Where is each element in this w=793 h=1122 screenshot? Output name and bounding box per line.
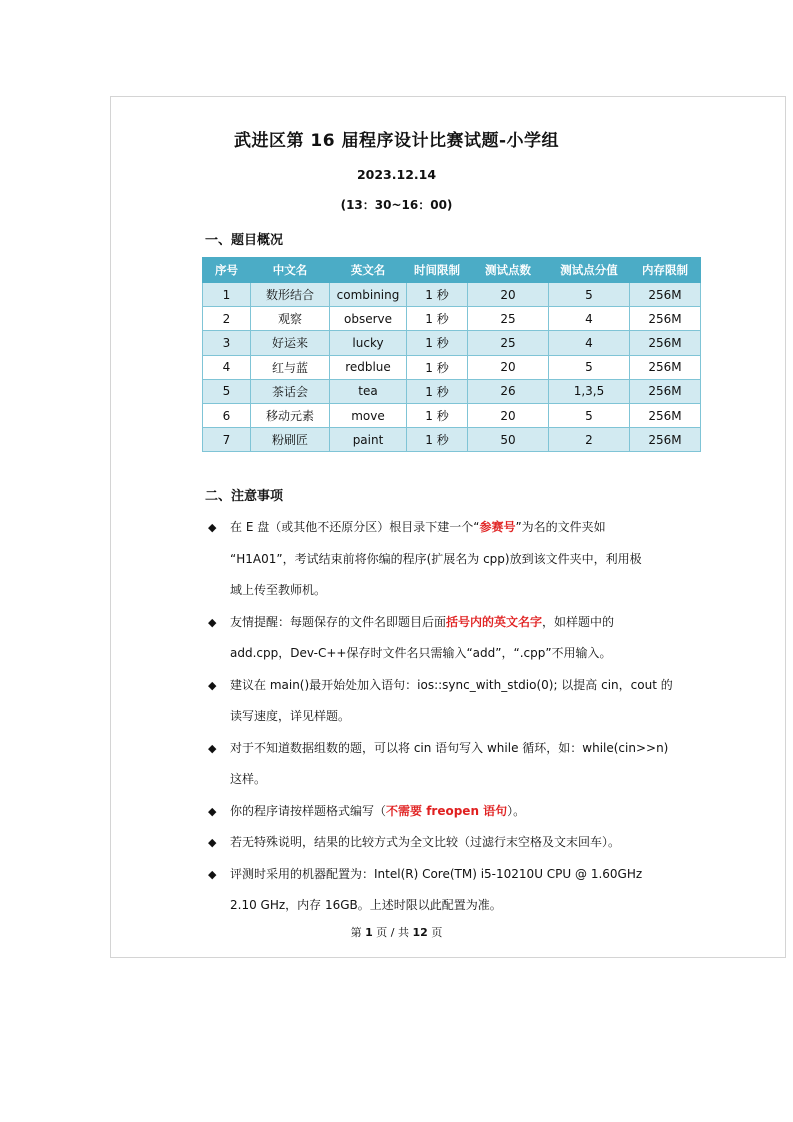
diamond-bullet-icon: ◆	[208, 678, 217, 692]
cell-time-limit: 1 秒	[407, 331, 468, 355]
list-item	[205, 796, 705, 828]
cell-test-score: 4	[549, 331, 630, 355]
column-header-chinese-name: 中文名	[251, 258, 330, 283]
cell-english-name: observe	[330, 307, 407, 331]
footer-middle: 页 / 共	[372, 926, 413, 939]
diamond-bullet-icon: ◆	[208, 615, 217, 629]
cell-chinese-name: 粉刷匠	[251, 428, 330, 452]
note-text: ）。	[507, 803, 526, 818]
column-header-index: 序号	[203, 258, 251, 283]
cell-memory-limit: 256M	[630, 283, 701, 307]
cell-test-count: 20	[468, 355, 549, 379]
cell-test-score: 5	[549, 355, 630, 379]
list-item	[205, 733, 705, 796]
section-heading-notes: 二、注意事项	[205, 489, 284, 504]
footer-suffix: 页	[427, 926, 443, 939]
cell-test-score: 5	[549, 403, 630, 427]
cell-chinese-name: 茶话会	[251, 379, 330, 403]
cell-memory-limit: 256M	[630, 379, 701, 403]
cell-memory-limit: 256M	[630, 307, 701, 331]
cell-test-count: 20	[468, 283, 549, 307]
note-emphasis: 不需要 freopen 语句	[386, 803, 508, 818]
cell-index: 4	[203, 355, 251, 379]
cell-memory-limit: 256M	[630, 331, 701, 355]
note-text: 对于不知道数据组数的题，可以将 cin 语句写入 while 循环，如：while(cin>>n)	[230, 740, 669, 755]
table-header-row	[203, 258, 701, 283]
note-text: 读写速度，详见样题。	[230, 709, 351, 723]
cell-time-limit: 1 秒	[407, 307, 468, 331]
note-text: 友情提醒：每题保存的文件名即题目后面	[230, 614, 447, 629]
cell-english-name: move	[330, 403, 407, 427]
table-row	[203, 403, 701, 427]
diamond-bullet-icon: ◆	[208, 836, 217, 849]
table-row	[203, 283, 701, 307]
column-header-test-score: 测试点分值	[549, 258, 630, 283]
note-text: add.cpp，Dev-C++保存时文件名只需输入“add”，“.cpp”不用输入。	[230, 646, 612, 660]
note-text: 域上传至教师机。	[230, 583, 327, 597]
cell-test-score: 2	[549, 428, 630, 452]
list-item	[205, 859, 705, 922]
cell-time-limit: 1 秒	[407, 283, 468, 307]
cell-memory-limit: 256M	[630, 355, 701, 379]
list-item	[205, 607, 705, 670]
cell-test-count: 25	[468, 307, 549, 331]
document-title: 武进区第 16 届程序设计比赛试题-小学组	[233, 131, 560, 151]
column-header-test-count: 测试点数	[468, 258, 549, 283]
table-row	[203, 379, 701, 403]
diamond-bullet-icon: ◆	[208, 521, 217, 534]
note-text: 这样。	[230, 772, 267, 786]
cell-chinese-name: 好运来	[251, 331, 330, 355]
note-text: 在 E 盘（或其他不还原分区）根目录下建一个“	[230, 520, 480, 534]
cell-index: 7	[203, 428, 251, 452]
cell-time-limit: 1 秒	[407, 379, 468, 403]
cell-index: 3	[203, 331, 251, 355]
note-text: 建议在 main()最开始处加入语句：ios::sync_with_stdio(0); 以提高 cin，cout 的	[230, 677, 673, 692]
cell-test-count: 50	[468, 428, 549, 452]
column-header-english-name: 英文名	[330, 258, 407, 283]
cell-test-score: 1,3,5	[549, 379, 630, 403]
column-header-memory-limit: 内存限制	[630, 258, 701, 283]
cell-index: 1	[203, 283, 251, 307]
note-text: 评测时采用的机器配置为：Intel(R) Core(TM) i5-10210U CPU @ 1.60GHz	[230, 866, 643, 881]
list-item	[205, 512, 705, 607]
note-text: 你的程序请按样题格式编写（	[230, 803, 387, 818]
note-text: ”为名的文件夹如	[515, 520, 606, 534]
page-footer	[0, 924, 793, 940]
footer-page-number: 1	[365, 926, 373, 939]
note-text: “H1A01”，考试结束前将你编的程序(扩展名为 cpp)放到该文件夹中，利用极	[230, 551, 642, 566]
diamond-bullet-icon: ◆	[208, 741, 217, 755]
footer-prefix: 第	[350, 926, 366, 939]
cell-english-name: lucky	[330, 331, 407, 355]
cell-time-limit: 1 秒	[407, 403, 468, 427]
cell-english-name: tea	[330, 379, 407, 403]
note-text: 2.10 GHz，内存 16GB。上述时限以此配置为准。	[230, 898, 502, 912]
cell-memory-limit: 256M	[630, 403, 701, 427]
cell-time-limit: 1 秒	[407, 355, 468, 379]
list-item	[205, 827, 705, 859]
cell-test-score: 5	[549, 283, 630, 307]
contest-date: 2023.12.14	[356, 167, 437, 182]
cell-english-name: combining	[330, 283, 407, 307]
note-text: ，如样题中的	[542, 614, 615, 629]
problem-table	[202, 257, 701, 452]
cell-test-count: 26	[468, 379, 549, 403]
notes-list	[205, 512, 705, 922]
cell-chinese-name: 红与蓝	[251, 355, 330, 379]
note-emphasis: 括号内的英文名字	[446, 614, 543, 629]
diamond-bullet-icon: ◆	[208, 867, 217, 881]
cell-english-name: paint	[330, 428, 407, 452]
cell-index: 6	[203, 403, 251, 427]
cell-test-count: 20	[468, 403, 549, 427]
cell-chinese-name: 观察	[251, 307, 330, 331]
cell-english-name: redblue	[330, 355, 407, 379]
cell-index: 5	[203, 379, 251, 403]
contest-time: (13：30~16：00)	[340, 198, 453, 212]
list-item	[205, 670, 705, 733]
cell-chinese-name: 移动元素	[251, 403, 330, 427]
cell-index: 2	[203, 307, 251, 331]
note-text: 若无特殊说明，结果的比较方式为全文比较（过滤行末空格及文末回车）。	[230, 835, 621, 849]
cell-memory-limit: 256M	[630, 428, 701, 452]
diamond-bullet-icon: ◆	[208, 804, 217, 818]
cell-test-count: 25	[468, 331, 549, 355]
column-header-time-limit: 时间限制	[407, 258, 468, 283]
table-row	[203, 428, 701, 452]
footer-total-pages: 12	[412, 926, 428, 939]
table-row	[203, 355, 701, 379]
note-emphasis: 参赛号	[479, 520, 516, 534]
cell-test-score: 4	[549, 307, 630, 331]
cell-time-limit: 1 秒	[407, 428, 468, 452]
section-heading-overview: 一、题目概况	[205, 233, 284, 248]
cell-chinese-name: 数形结合	[251, 283, 330, 307]
table-row	[203, 331, 701, 355]
table-row	[203, 307, 701, 331]
